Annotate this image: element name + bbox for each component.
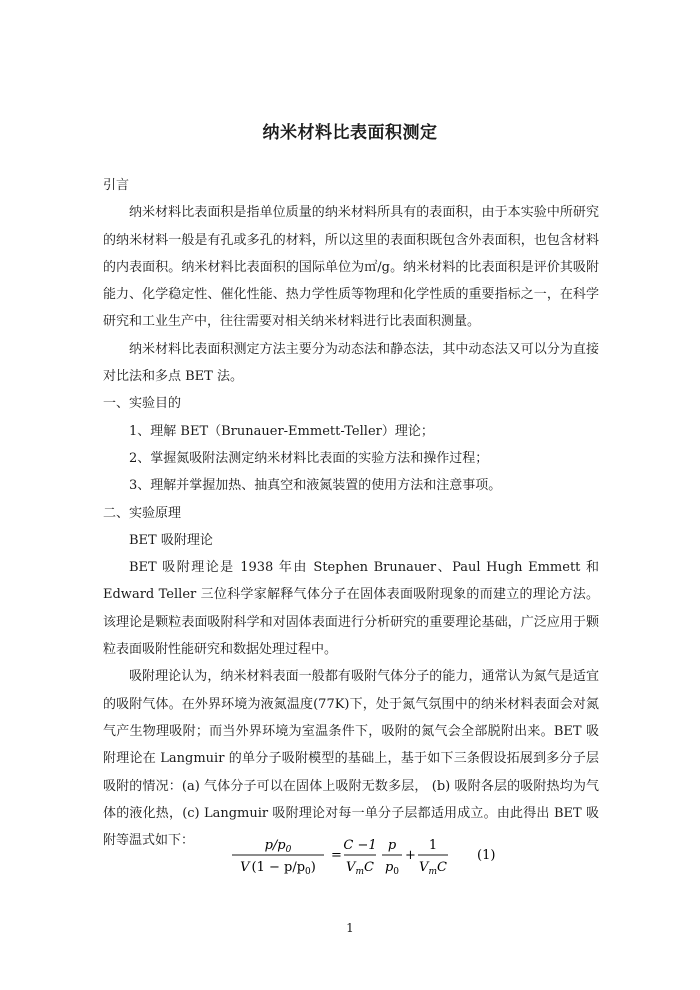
section-heading-principle: 二、实验原理 [103, 505, 182, 521]
eq-term2-numerator: p [387, 838, 397, 853]
objective-item-3: 3、理解并掌握加热、抽真空和液氮装置的使用方法和注意事项。 [129, 478, 502, 494]
document-title: 纳米材料比表面积测定 [262, 123, 438, 143]
eq-equals: = [331, 848, 342, 863]
intro-paragraph-2: 纳米材料比表面积测定方法主要分为动态法和静态法，其中动态法又可以分为直接对比法和多点 BET 法。 [103, 341, 599, 385]
document-body [103, 172, 599, 854]
section-heading-objectives: 一、实验目的 [103, 396, 182, 412]
eq-term3-denominator: $V_mC$ [419, 860, 447, 877]
eq-lhs-denominator: V $(1 - p/p_0)$ [240, 860, 316, 877]
intro-paragraph-1: 纳米材料比表面积是指单位质量的纳米材料所具有的表面积，由于本实验中所研究的纳米材料一般是有孔或多孔的材料，所以这里的表面积既包含外表面积，也包含材料的内表面积。纳米材料比表面积的国际单位为㎡/g。纳米材料的比表面积是评价其吸附能力、化学稳定性、催化性能、热力学性质等物理和化学性质的重要指标之一，在科学研究和工业生产中，往往需要对相关纳米材料进行比表面积测量。 [103, 205, 599, 330]
eq-term1-denominator: $V_mC$ [346, 860, 374, 877]
intro-heading: 引言 [103, 178, 130, 193]
subsection-heading-bet: BET 吸附理论 [129, 532, 213, 548]
eq-plus: + [405, 848, 416, 863]
page-number: 1 [346, 921, 354, 935]
eq-term1-numerator: C −1 [343, 838, 377, 853]
objective-item-1: 1、理解 BET（Brunauer-Emmett-Teller）理论； [129, 423, 434, 439]
bet-equation [232, 834, 532, 878]
eq-term2-denominator: $p_0$ [384, 860, 400, 877]
objective-item-2: 2、掌握氮吸附法测定纳米材料比表面的实验方法和操作过程； [129, 450, 489, 466]
principle-paragraph-2: 吸附理论认为，纳米材料表面一般都有吸附气体分子的能力，通常认为氮气是适宜的吸附气体。在外界环境为液氮温度(77K)下，处于氮气氛围中的纳米材料表面会对氮气产生物理吸附；而当外界环境为室温条件下，吸附的氮气会全部脱附出来。BET 吸附理论在 Langmuir 的单分子吸附模型的基础上，基于如下三条假设拓展到多分子层吸附的情况：(a) 气体分子可以在固体上吸附无数多层， (b) 吸附各层的吸附热均为气体的液化热，(c) Langmuir 吸附理论对每一单分子层都适用成立。由此得出 BET 吸附等温式如下： [103, 669, 599, 849]
eq-term3-numerator: 1 [428, 838, 438, 853]
principle-paragraph-1: BET 吸附理论是 1938 年由 Stephen Brunauer、Paul Hugh Emmett 和 Edward Teller 三位科学家解释气体分子在固体表面吸附现象的而建立的理论方法。该理论是颗粒表面吸附科学和对固体表面进行分析研究的重要理论基础，广泛应用于颗粒表面吸附性能研究和数据处理过程中。 [103, 560, 599, 658]
eq-number: (1) [477, 848, 496, 863]
eq-lhs-numerator: $p/p_0$ [264, 838, 292, 855]
